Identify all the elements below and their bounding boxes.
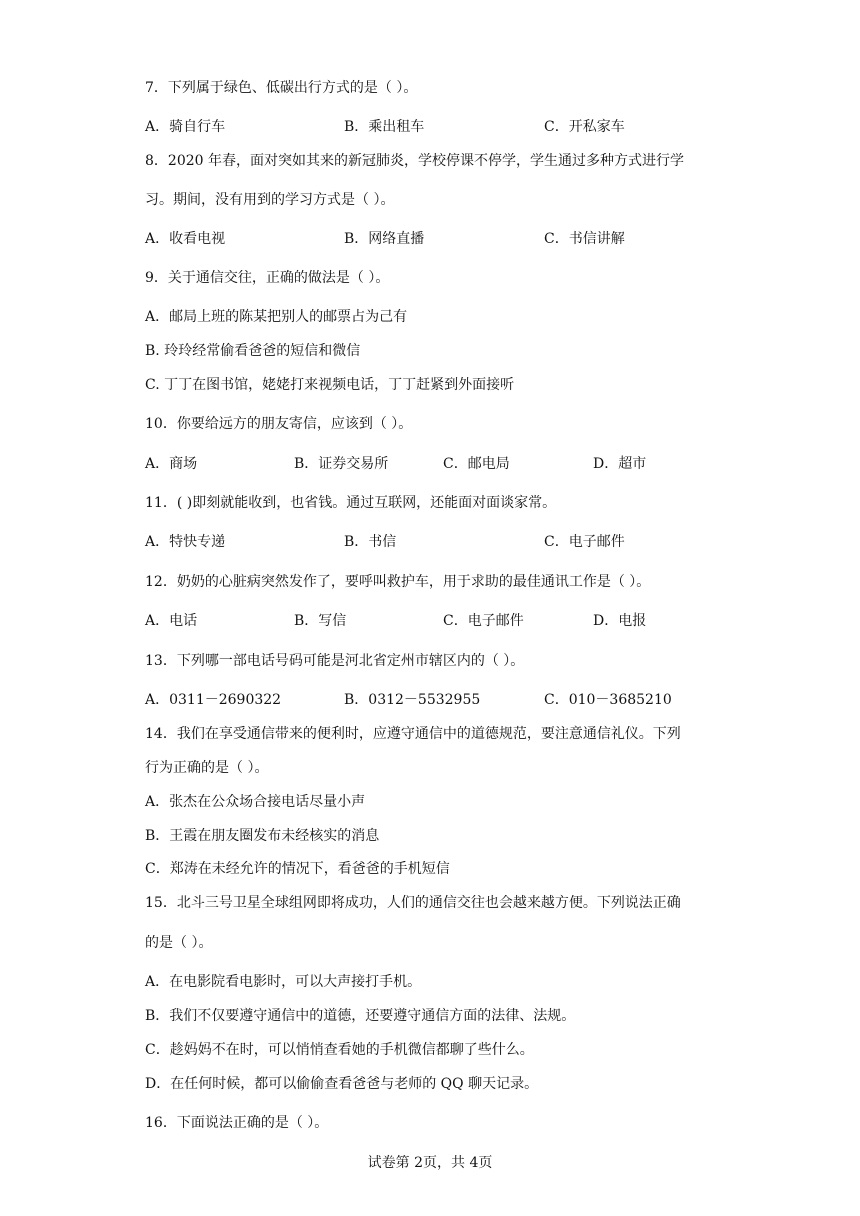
option-a: A．商场 [145, 456, 198, 472]
question-10-stem: 10．你要给远方的朋友寄信，应该到（ ）。 [145, 416, 413, 432]
question-14-stem-line-1: 14．我们在享受通信带来的便利时，应遵守通信中的道德规范，要注意通信礼仪。下列 [145, 726, 681, 742]
question-14-stem-line-2: 行为正确的是（ ）。 [145, 760, 269, 776]
question-9-option-c: C. 丁丁在图书馆，姥姥打来视频电话，丁丁赶紧到外面接听 [145, 377, 515, 393]
option-d: D．超市 [593, 456, 647, 472]
question-15-option-d: D．在任何时候，都可以偷偷查看爸爸与老师的 QQ 聊天记录。 [145, 1076, 539, 1092]
question-12-options [145, 611, 745, 631]
question-15-stem-line-2: 的是（ ）。 [145, 935, 213, 951]
option-b: B．证券交易所 [294, 456, 389, 472]
question-11-options [145, 532, 745, 552]
question-15-stem-line-1: 15．北斗三号卫星全球组网即将成功，人们的通信交往也会越来越方便。下列说法正确 [145, 895, 681, 911]
option-c: C．书信讲解 [544, 231, 625, 247]
option-d: D．电报 [593, 613, 647, 629]
question-8-options [145, 229, 745, 249]
question-10-options [145, 454, 745, 474]
question-9-option-b: B. 玲玲经常偷看爸爸的短信和微信 [145, 343, 361, 359]
question-7-stem: 7．下列属于绿色、低碳出行方式的是（ ）。 [145, 80, 418, 96]
option-b: B．0312－5532955 [344, 692, 481, 708]
option-c: C．010－3685210 [544, 692, 672, 708]
question-15-option-a: A．在电影院看电影时，可以大声接打手机。 [145, 974, 422, 990]
option-b: B．书信 [344, 534, 397, 550]
question-14-option-a: A．张杰在公众场合接电话尽量小声 [145, 794, 366, 810]
question-9-stem: 9．关于通信交往，正确的做法是（ ）。 [145, 270, 390, 286]
question-15-option-c: C．趁妈妈不在时，可以悄悄查看她的手机微信都聊了些什么。 [145, 1042, 534, 1058]
question-12-stem: 12．奶奶的心脏病突然发作了，要呼叫救护车，用于求助的最佳通讯工作是（ ）。 [145, 574, 651, 590]
question-11-stem: 11．( )即刻就能收到，也省钱。通过互联网，还能面对面谈家常。 [145, 495, 557, 511]
question-7-options [145, 117, 745, 137]
option-c: C．开私家车 [544, 119, 625, 135]
question-13-options [145, 690, 745, 710]
option-b: B．网络直播 [344, 231, 425, 247]
option-c: C．电子邮件 [443, 613, 524, 629]
option-a: A．收看电视 [145, 231, 226, 247]
option-c: C．邮电局 [443, 456, 510, 472]
question-14-option-b: B．王霞在朋友圈发布未经核实的消息 [145, 828, 380, 844]
question-8-stem-line-1: 8．2020 年春，面对突如其来的新冠肺炎，学校停课不停学，学生通过多种方式进行学 [145, 153, 684, 169]
question-15-option-b: B．我们不仅要遵守通信中的道德，还要遵守通信方面的法律、法规。 [145, 1008, 576, 1024]
option-a: A．特快专递 [145, 534, 226, 550]
page-footer: 试卷第 2页，共 4页 [367, 1155, 493, 1171]
option-c: C．电子邮件 [544, 534, 625, 550]
question-14-option-c: C．郑涛在未经允许的情况下，看爸爸的手机短信 [145, 861, 450, 877]
option-b: B．乘出租车 [344, 119, 425, 135]
question-9-option-a: A．邮局上班的陈某把别人的邮票占为己有 [145, 309, 408, 325]
option-a: A．0311－2690322 [145, 692, 282, 708]
question-13-stem: 13．下列哪一部电话号码可能是河北省定州市辖区内的（ ）。 [145, 653, 525, 669]
option-b: B．写信 [294, 613, 347, 629]
option-a: A．骑自行车 [145, 119, 226, 135]
option-a: A．电话 [145, 613, 198, 629]
question-8-stem-line-2: 习。期间，没有用到的学习方式是（ ）。 [145, 192, 395, 208]
question-16-stem: 16．下面说法正确的是（ ）。 [145, 1115, 329, 1131]
